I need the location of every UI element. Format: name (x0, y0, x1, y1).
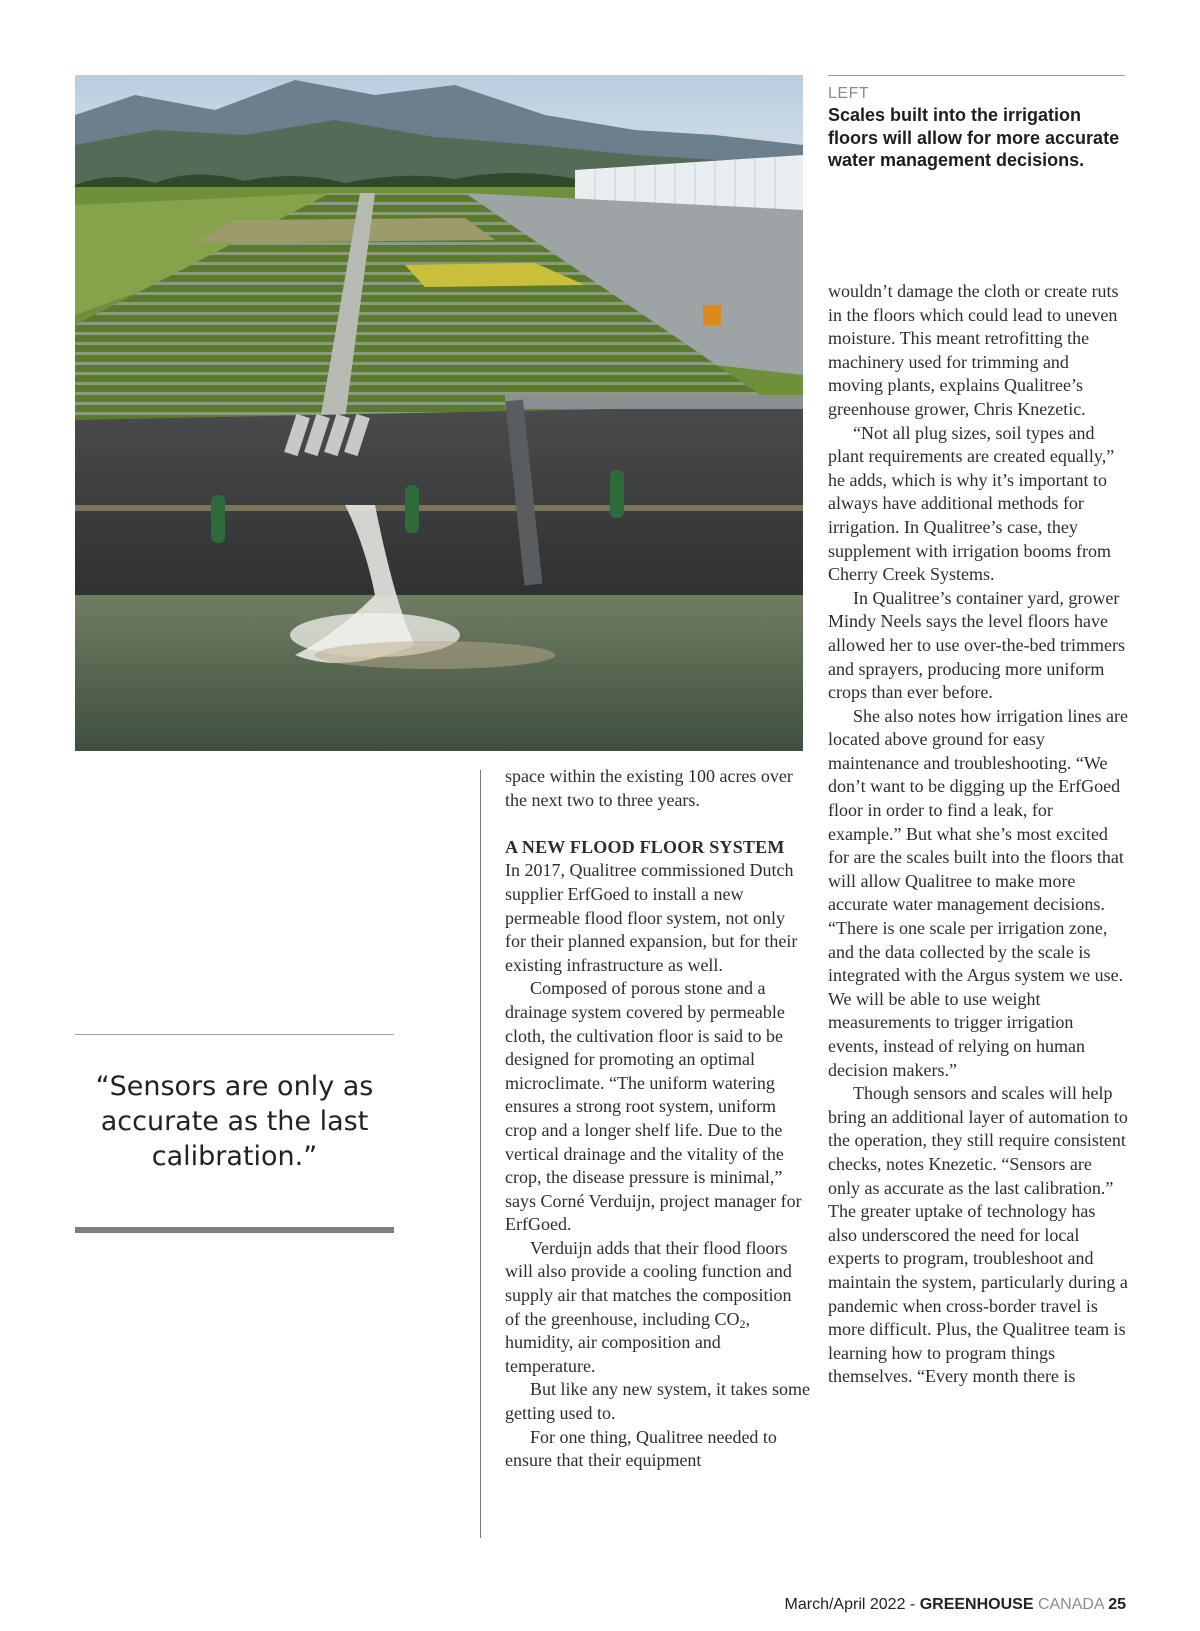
paragraph: Though sensors and scales will help bring an additional layer of automation to the operation, they still require consistent checks, notes Knezetic. “Sensors are only as accurate as the last calibration.” The greater uptake of technology has also underscored the need for local experts to program, troubleshoot and maintain the system, particularly during a pandemic when cross-border travel is more difficult. Plus, the Qualitree team is learning how to program things themselves. “Every month there is (828, 1083, 1128, 1387)
paragraph: For one thing, Qualitree needed to ensure that their equipment (505, 1426, 777, 1471)
pull-quote-text: “Sensors are only as accurate as the last calibration.” (95, 1071, 374, 1172)
page-number: 25 (1108, 1596, 1126, 1613)
paragraph: In Qualitree’s container yard, grower Mindy Neels says the level floors have allowed her to use over-the-bed trimmers and sprayers, producing more uniform crops than ever before. (828, 587, 1126, 703)
page-footer (785, 1596, 1126, 1614)
issue-date: March/April 2022 - (784, 1596, 920, 1613)
flood-floor-aerial-illustration (75, 75, 803, 751)
hero-photo (75, 75, 803, 751)
section-heading: A NEW FLOOD FLOOR SYSTEM (505, 836, 785, 857)
column-divider (480, 770, 481, 1538)
pull-quote-rule (75, 1227, 394, 1233)
paragraph-text: Verduijn adds that their flood floors will also provide a cooling function and supply air that matches the composition of the greenhouse, including CO (505, 1237, 792, 1329)
article-column-1 (505, 765, 810, 1473)
paragraph: “Not all plug sizes, soil types and plant requirements are created equally,” he adds, which is why it’s important to always have additional methods for irrigation. In Qualitree’s case, they supplement with irrigation booms from Cherry Creek Systems. (828, 422, 1115, 585)
paragraph: Composed of porous stone and a drainage system covered by permeable cloth, the cultivation floor is said to be designed for promoting an optimal microclimate. “The uniform watering ensures a strong root system, uniform crop and a longer shelf life. Due to the vertical drainage and the vitality of the crop, the disease pressure is minimal,” says Corné Verduijn, project manager for ErfGoed. (505, 978, 802, 1235)
magazine-country: CANADA (1037, 1596, 1104, 1613)
subscript: 2 (739, 1316, 746, 1331)
paragraph: In 2017, Qualitree commissioned Dutch supplier ErfGoed to install a new permeable flood floor system, not only for their planned expansion, but for their existing infrastructure as well. (505, 860, 798, 975)
magazine-brand: GREENHOUSE (919, 1596, 1034, 1613)
paragraph: space within the existing 100 acres over the next two to three years. (505, 766, 793, 810)
photo-caption (828, 75, 1125, 172)
paragraph: But like any new system, it takes some getting used to. (505, 1379, 810, 1424)
pull-quote (75, 1034, 394, 1233)
article-column-2 (828, 280, 1128, 1389)
paragraph-text: , humidity, air composition and temperature. (505, 1308, 750, 1376)
paragraph: She also notes how irrigation lines are located above ground for easy maintenance and troubleshooting. “We don’t want to be digging up the ErfGoed floor in order to find a leak, for example.” But what she’s most excited for are the scales built into the floors that will allow Qualitree to make more accurate water management decisions. “There is one scale per irrigation zone, and the data collected by the scale is integrated with the Argus system we use. We will be able to use weight measurements to trigger irrigation events, instead of relying on human decision makers.” (828, 705, 1128, 1080)
caption-text: Scales built into the irrigation floors will allow for more accurate water management decisions. (828, 105, 1120, 170)
caption-tag: LEFT (828, 85, 870, 102)
paragraph (505, 1237, 810, 1379)
paragraph: wouldn’t damage the cloth or create ruts in the floors which could lead to uneven moisture. This meant retrofitting the machinery used for trimming and moving plants, explains Qualitree’s greenhouse grower, Chris Knezetic. (828, 281, 1119, 419)
